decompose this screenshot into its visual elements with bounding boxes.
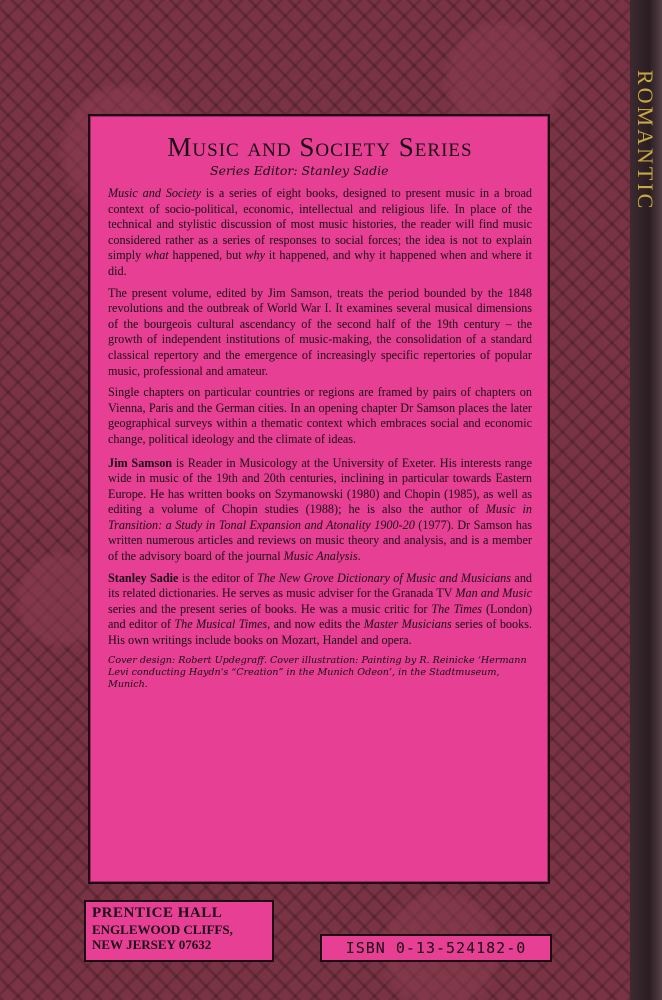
- series-description: Music and Society is a series of eight books, designed to present music in a broad context of socio-political, economic, intellectual and religious life. In place of the technical and stylistic discussion of most music histories, the reader will find music considered rather as a series of responses to social forces; the idea is not to explain simply what happened, but why it happened, and why it happened when and where it did.: [108, 186, 532, 278]
- author-bio-sadie: Stanley Sadie is the editor of The New Grove Dictionary of Music and Musicians and its related dictionaries. He serves as music adviser for the Granada TV Man and Music series and the present series of books. He was a music critic for The Times (London) and editor of The Musical Times, and now edits the Master Musicians series of books. His own writings include books on Mozart, Handel and opera.: [108, 570, 533, 648]
- spine-title: ROMANTIC: [633, 70, 658, 212]
- publisher-box: [84, 900, 274, 962]
- volume-description: The present volume, edited by Jim Samson, treats the period bounded by the 1848 revolutions and the outbreak of World War I. It examines several musical dimensions of the bourgeois cultural ascendancy of the second half of the 19th century – the growth of independent institutions of music-making, the consolidation of a standard classical repertory and the emergence of increasingly specific repertories of popular music, professional and amateur.: [108, 285, 532, 378]
- chapter-description: Single chapters on particular countries or regions are framed by pairs of chapters on Vienna, Paris and the German cities. In an opening chapter Dr Samson places the later geographical surveys within a thematic context which embraces social and economic change, political ideology and the climate of ideas.: [108, 385, 532, 446]
- description-panel: [88, 114, 550, 884]
- publisher-name: PRENTICE HALL: [92, 905, 223, 921]
- series-title: Music and Society Series: [167, 132, 473, 162]
- publisher-state: NEW JERSEY 07632: [92, 937, 212, 952]
- author-bio-samson: Jim Samson is Reader in Musicology at the University of Exeter. His interests range wide in music of the 19th and 20th centuries, inclining in particular towards Eastern Europe. He has written books on Szymanowski (1980) and Chopin (1985), as well as editing a volume of Chopin studies (1988); he is also the author of Music in Transition: a Study in Tonal Expansion and Atonality 1900-20 (1977). Dr Samson has written numerous articles and reviews on music theory and analysis, and is a member of the advisory board of the journal Music Analysis.: [108, 455, 533, 564]
- series-editor: Series Editor: Stanley Sadie: [210, 163, 389, 178]
- publisher-city: ENGLEWOOD CLIFFS,: [92, 922, 233, 937]
- cover-credits: Cover design: Robert Updegraff. Cover illustration: Painting by R. Reinicke ‘Hermann Levi conducting Haydn's “Creation” in the Munich Odeon’, in the Stadtmuseum, Munich.: [108, 654, 527, 690]
- isbn-box: ISBN 0-13-524182-0: [320, 934, 552, 962]
